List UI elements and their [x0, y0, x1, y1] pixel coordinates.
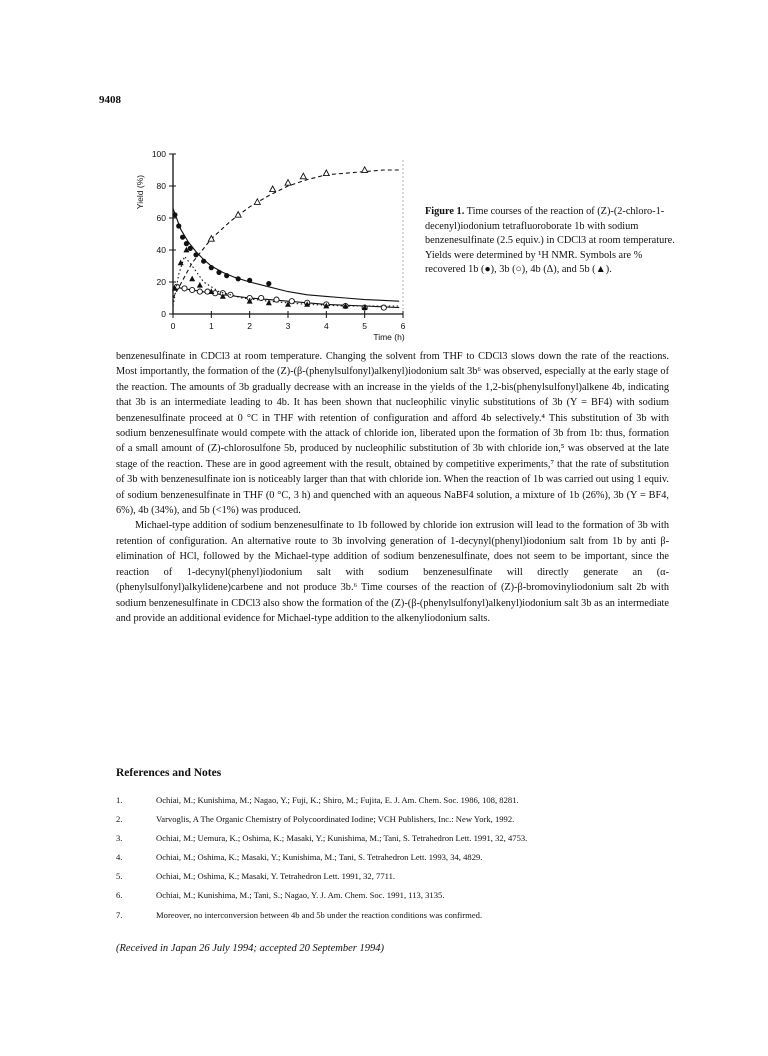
data-point-open-circle	[182, 286, 187, 291]
data-point-filled-circle	[180, 235, 185, 240]
reference-text: Ochiai, M.; Uemura, K.; Oshima, K.; Masaki, Y.; Kunishima, M.; Tani, S. Tetrahedron Lett. 1991, 32, 4753.	[156, 833, 528, 844]
reference-item	[116, 810, 676, 829]
data-point-open-triangle	[362, 167, 368, 173]
x-tick-label: 3	[285, 321, 291, 331]
data-point-open-triangle	[270, 186, 276, 192]
y-tick-label: 40	[156, 245, 166, 255]
x-tick-label: 5	[362, 321, 368, 331]
y-tick-label: 80	[156, 181, 166, 191]
x-tick-label: 6	[400, 321, 406, 331]
x-tick-label: 0	[170, 321, 176, 331]
data-point-open-triangle	[285, 180, 291, 186]
reference-text: Moreover, no interconversion between 4b and 5b under the reaction conditions was confirmed.	[156, 909, 483, 920]
reference-item	[116, 829, 676, 848]
series-1-curve	[173, 208, 399, 301]
time-course-chart	[130, 140, 420, 345]
received-date: (Received in Japan 26 July 1994; accepted 20 September 1994)	[116, 943, 384, 954]
reference-item	[116, 867, 676, 886]
reference-item	[116, 791, 676, 810]
data-point-filled-triangle	[189, 276, 195, 282]
data-point-filled-triangle	[197, 282, 203, 288]
figure-caption	[425, 205, 675, 278]
x-tick-label: 1	[208, 321, 214, 331]
page-number: 9408	[99, 94, 121, 106]
data-point-filled-circle	[216, 270, 221, 275]
x-tick-label: 2	[247, 321, 253, 331]
x-tick-label: 4	[323, 321, 329, 331]
reference-text: Ochiai, M.; Kunishima, M.; Nagao, Y.; Fuji, K.; Shiro, M.; Fujita, E. J. Am. Chem. Soc. 1986, 108, 8281.	[156, 795, 519, 805]
data-point-filled-triangle	[266, 300, 272, 306]
data-point-filled-circle	[188, 246, 193, 251]
reference-number: 1.	[116, 795, 123, 805]
y-tick-label: 100	[151, 149, 166, 159]
data-point-filled-circle	[172, 212, 177, 217]
reference-number: 7.	[116, 909, 123, 920]
reference-number: 6.	[116, 890, 123, 901]
data-point-open-circle	[197, 289, 202, 294]
reference-text: Varvoglis, A The Organic Chemistry of Polycoordinated Iodine; VCH Publishers, Inc.: New York, 1992.	[156, 814, 515, 825]
y-tick-label: 20	[156, 277, 166, 287]
reference-number: 5.	[116, 871, 123, 882]
series-3-curve	[173, 170, 399, 298]
figure-caption-text: Time courses of the reaction of (Z)-(2-chloro-1-decenyl)iodonium tetrafluoroborate 1b with sodium benzenesulfinate (2.5 equiv.) in CDCl3 at room temperature. Yields were determined by ¹H NMR. Symbols are % recovered 1b (●), 3b (○), 4b (Δ), and 5b (▲).	[425, 206, 675, 276]
data-point-open-circle	[274, 297, 279, 302]
data-point-filled-circle	[247, 278, 252, 283]
series-4-curve	[173, 256, 399, 306]
figure-label: Figure 1.	[425, 206, 465, 217]
body-text	[116, 349, 669, 626]
data-point-filled-circle	[184, 241, 189, 246]
paragraph-1: benzenesulfinate in CDCl3 at room temperature. Changing the solvent from THF to CDCl3 slows down the rate of the reactions. Most importantly, the formation of the (Z)-(β-(phenylsulfonyl)alkenyl)iodonium salt 3b⁶ was observed, especially at the early stage of the reaction. The amounts of 3b gradually decrease with an increase in the yields of the 1,2-bis(phenylsulfonyl)alkene 4b, indicating that 3b is an intermediate leading to 4b. It has been shown that nucleophilic vinylic substitutions of 3b (Y = BF4) with sodium benzenesulfinate proceed at 0 °C in THF with retention of configuration and afford 4b selectively.⁴ This substitution of 3b with sodium benzenesulfinate would compete with the attack of chloride ion, liberated upon the formation of 3b from 1b: thus, formation of a small amount of (Z)-chlorosulfone 5b, produced by nucleophilic substitution of 3b with chloride ion,⁵ was observed at the late stage of the reaction. These are in good agreement with the result, obtained by competitive experiments,⁷ that the rate of substitution of 3b with benzenesulfinate ion is noticeably larger than that with chloride ion. When the reaction of 1b was carried out using 1 equiv. of sodium benzenesulfinate in THF (0 °C, 3 h) and quenched with an aqueous NaBF4 solution, a mixture of 1b (26%), 3b (Y = BF4, 6%), 4b (34%), and 5b (<1%) was produced.	[116, 351, 669, 517]
data-point-filled-circle	[201, 259, 206, 264]
data-point-open-triangle	[300, 173, 306, 179]
reference-number: 3.	[116, 833, 123, 844]
y-axis-label: Yield (%)	[135, 174, 145, 210]
data-point-open-triangle	[323, 170, 329, 176]
reference-item	[116, 886, 676, 905]
reference-text: Ochiai, M.; Oshima, K.; Masaki, Y. Tetrahedron Lett. 1991, 32, 7711.	[156, 871, 396, 882]
data-point-open-circle	[190, 287, 195, 292]
data-point-filled-circle	[266, 281, 271, 286]
y-tick-label: 60	[156, 213, 166, 223]
paragraph-2: Michael-type addition of sodium benzenesulfinate to 1b followed by chloride ion extrusion will lead to the formation of 3b with retention of configuration. An alternative route to 3b involving generation of 1-decynyl(phenyl)iodonium salt from 1b by anti β-elimination of HCl, followed by the Michael-type addition of sodium benzenesulfinate, does not seem to be important, since the reaction of 1-decynyl(phenyl)iodonium salt with sodium benzenesulfinate will directly generate an (α-(phenylsulfonyl)alkylidene)carbene and not produce 3b.⁶ Time courses of the reaction of (Z)-β-bromovinyliodonium salt 2b with sodium benzenesulfinate in CDCl3 also show the formation of the (Z)-(β-(phenylsulfonyl)alkenyl)iodonium salt 3b as an intermediate and provide an additional evidence for Michael-type addition to the alkenyliodonium salts.	[116, 520, 669, 624]
references-heading: References and Notes	[116, 767, 222, 779]
reference-number: 2.	[116, 814, 123, 825]
reference-item	[116, 906, 676, 925]
data-point-filled-circle	[236, 276, 241, 281]
data-point-filled-circle	[193, 252, 198, 257]
reference-item	[116, 848, 676, 867]
references-list	[116, 791, 676, 925]
y-tick-label: 0	[161, 309, 166, 319]
data-point-filled-circle	[224, 273, 229, 278]
data-point-filled-circle	[176, 223, 181, 228]
x-axis-label: Time (h)	[373, 332, 405, 342]
data-point-filled-circle	[209, 265, 214, 270]
reference-text: Ochiai, M.; Oshima, K.; Masaki, Y.; Kunishima, M.; Tani, S. Tetrahedron Lett. 1993, 34, 4829.	[156, 852, 483, 863]
data-point-open-triangle	[254, 199, 260, 205]
reference-number: 4.	[116, 852, 123, 863]
reference-text: Ochiai, M.; Kunishima, M.; Tani, S.; Nagao, Y. J. Am. Chem. Soc. 1991, 113, 3135.	[156, 890, 445, 901]
